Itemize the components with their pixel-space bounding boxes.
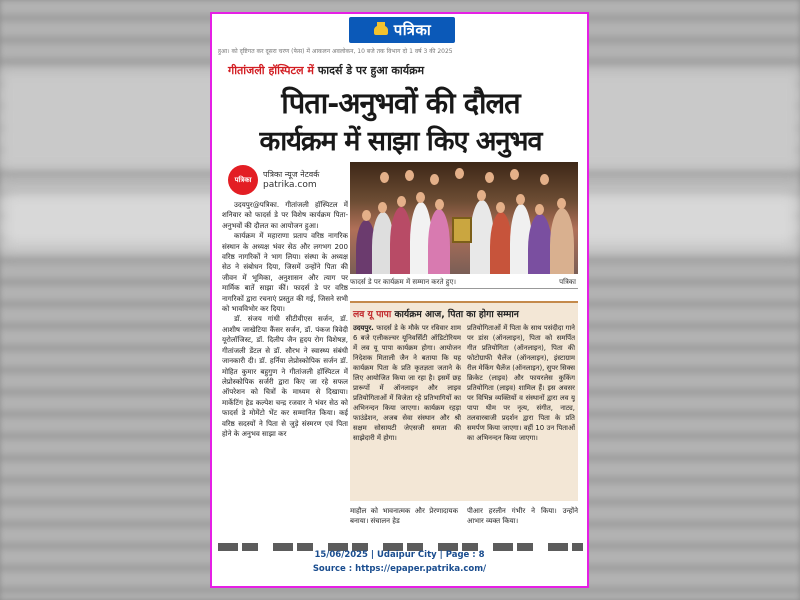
headline-line-2: कार्यक्रम में साझा किए अनुभव [259,126,542,157]
patrika-round-logo: पत्रिका [228,165,258,195]
kicker [228,63,424,78]
box-headline-black: कार्यक्रम आज, पिता का होगा सम्मान [394,309,519,320]
byline [228,165,348,195]
byline-site: patrika.com [263,180,317,190]
body-continuation-left: माहौल को भावनात्मक और प्रेरणादायक बनाया। संचालन हेड [350,507,458,525]
previous-article-cut-line: हुआ। को दृष्टिगत कर दूसरा चरण (फेस) में आकलन अवलोकन, 10 बजे तक विभाग दो 1 वर्ष 3 की 2025 [218,48,453,55]
headline-line-1: पिता-अनुभवों की दौलत [281,86,520,120]
body-paragraph: उदयपुर@पत्रिका. गीतांजली हॉस्पिटल में शनिवार को फादर्स डे पर विशेष कार्यक्रम पिता-अनुभवों की दौलत का आयोजन हुआ। [222,200,348,230]
lion-emblem-icon [373,22,389,38]
box-dateline: उदयपुर. [353,324,374,332]
photo-credit: पत्रिका [559,278,576,286]
body-paragraph: कार्यक्रम में महाराणा प्रताप वरिष्ठ नागरिक संस्थान के अध्यक्ष भंवर सेठ और लगभग 200 वरिष्ठ नागरिकों ने भाग लिया। संस्था के अध्यक्ष सेठ ने संबोधन दिया, जिसमें उन्होंने पिता की जीवन में भूमिका, अनुशासन और त्याग पर मार्मिक बातें साझा कीं। फादर्स डे पर वरिष्ठ नागरिकों द्वारा रचनाएं प्रस्तुत की गई, जिसने सभी को भावविभोर कर दिया। [222,231,348,314]
body-continuation-right: पीआर हरलीन गंभीर ने किया। उन्होंने आभार व्यक्त किया। [467,507,578,525]
byline-source: पत्रिका न्यूज नेटवर्क [263,170,320,179]
logo-text: पत्रिका [393,21,432,39]
news-clipping [218,47,583,551]
epaper-clipping-sheet [210,12,589,588]
box-headline [353,307,519,320]
kicker-red: गीतांजली हॉस्पिटल में [228,64,314,77]
body-paragraph: डॉ. संजय गांधी सीटीवीएस सर्जन, डॉ. आशीष जाखेटिया कैंसर सर्जन, डॉ. पंकज त्रिवेदी यूरोलॉजिस्ट, डॉ. दिलीप जैन हृदय रोग विशेषज्ञ, गीतांजली डेंटल से डॉ. सौरभ ने स्वास्थ्य संबंधी जानकारी दी। डॉ. हर्निया लेप्रोस्कोपिक सर्जन डॉ. मोहित कुमार बहुगुण ने गीतांजली हॉस्पिटल में लेप्रोस्कोपिक सर्जरी द्वारा किए जा रहे सफल ऑपरेशन को चित्रों के माध्यम से दिखाया। मार्केटिंग हेड कल्पेश चन्द्र रजवार ने भंवर सेठ को फादर्स डे मोमेंटो भेंट कर सम्मानित किया। कई वरिष्ठ सदस्यों ने पिता से जुड़े संस्मरण एवं पिता होने के अनुभव साझा कर [222,314,348,438]
sidebar-box [350,301,578,501]
box-headline-red: लव यू पापा [353,309,392,320]
source-link[interactable]: Source : https://epaper.patrika.com/ [312,564,487,574]
photo-caption-bar [350,275,578,289]
framed-award [452,217,472,243]
group-photo [350,162,578,274]
article-body [222,200,348,551]
edition-info: 15/06/2025 | Udaipur City | Page : 8 [314,550,485,560]
photo-caption: फादर्स डे पर कार्यक्रम में सम्मान करते हुए। [350,278,456,286]
kicker-black: फादर्स डे पर हुआ कार्यक्रम [317,64,425,77]
patrika-logo[interactable] [349,17,455,43]
box-column-1 [353,323,461,498]
box-text: फादर्स डे के मौके पर रविवार शाम 6 बजे एलीकल्चर यूनिवर्सिटी ऑडिटोरियम में लव यू पापा कार्यक्रम होगा। आयोजन निदेशक मिताली जैन ने बताया कि यह कार्यक्रम पिता के प्रति कृतज्ञता जताने के लिए आयोजित किया जा रहा है। इसमें छह प्रारूपों में ऑनलाइन और लाइव प्रतियोगिताओं में विजेता रहे प्रतिभागियों का अभिनन्दन किया जाएगा। कार्यक्रम रहड़ा फाउंडेशन, अजब सेवा संस्थान और श्री सक्षम सोसायटी जेएसजी समता की साझेदारी में होगा। [353,324,461,442]
box-column-2: प्रतियोगिताओं में पिता के साथ पसंदीदा गाने पर डांस (ऑनलाइन), पिता को समर्पित गीत प्रतियोगिता (ऑनलाइन), पिता की फोटोग्राफी चैलेंज (ऑनलाइन), इंस्टाग्राम रील मेकिंग चैलेंज (ऑनलाइन), सुपर सिक्स क्रिकेट (लाइव) और फायरलेस कुकिंग प्रतियोगिता (लाइव) शामिल हैं। इस अवसर पर विभिन्न व्यक्तियों व संस्थानों द्वारा लव यू पापा थीम पर नृत्य, संगीत, नाट्य, तलवारबाजी प्रदर्शन द्वारा पिता के प्रति समर्पण किया जाएगा। वहीं 10 उन पिताओं का अभिनन्दन किया जाएगा। [467,324,575,442]
